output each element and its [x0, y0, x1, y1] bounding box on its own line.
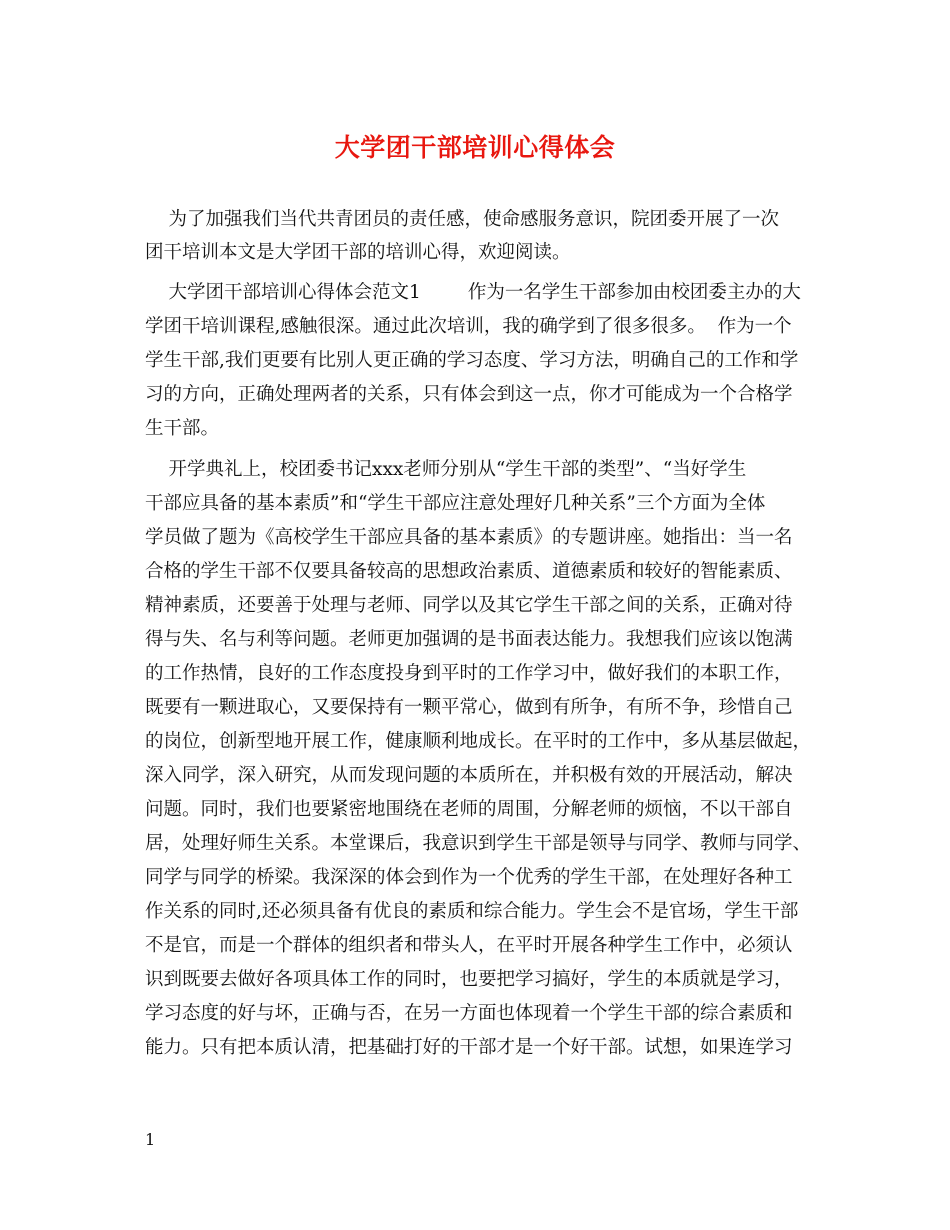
body-line: 学员做了题为《高校学生干部应具备的基本素质》的专题讲座。她指出：当一名 [145, 527, 793, 548]
body-line: 为了加强我们当代共青团员的责任感，使命感服务意识，院团委开展了一次 [145, 209, 780, 230]
body-line: 同学与同学的桥梁。我深深的体会到作为一个优秀的学生干部，在处理好各种工 [145, 867, 793, 888]
body-line: 合格的学生干部不仅要具备较高的思想政治素质、道德素质和较好的智能素质、 [145, 561, 793, 582]
body-line: 精神素质，还要善于处理与老师、同学以及其它学生干部之间的关系，正确对待 [145, 595, 793, 616]
body-line: 能力。只有把本质认清，把基础打好的干部才是一个好干部。试想，如果连学习 [145, 1037, 793, 1058]
body-line: 的工作热情，良好的工作态度投身到平时的工作学习中，做好我们的本职工作， [145, 663, 793, 684]
body-line: 学团干培训课程,感触很深。通过此次培训，我的确学到了很多很多。 作为一个 [145, 316, 792, 337]
body-line: 的岗位，创新型地开展工作，健康顺利地成长。在平时的工作中，多从基层做起， [145, 731, 812, 752]
body-line: 不是官，而是一个群体的组织者和带头人，在平时开展各种学生工作中，必须认 [145, 935, 793, 956]
body-line: 干部应具备的基本素质”和“学生干部应注意处理好几种关系”三个方面为全体 [145, 493, 766, 514]
body-line: 习的方向，正确处理两者的关系，只有体会到这一点，你才可能成为一个合格学 [145, 384, 793, 405]
document-title: 大学团干部培训心得体会 [334, 133, 616, 162]
page-number: 1 [145, 1130, 156, 1149]
body-line: 识到既要去做好各项具体工作的同时，也要把学习搞好，学生的本质就是学习， [145, 969, 793, 990]
body-line: 学习态度的好与坏，正确与否，在另一方面也体现着一个学生干部的综合素质和 [145, 1003, 793, 1024]
body-line: 学生干部,我们更要有比别人更正确的学习态度、学习方法，明确自己的工作和学 [145, 350, 799, 371]
body-line: 问题。同时，我们也要紧密地围绕在老师的周围，分解老师的烦恼，不以干部自 [145, 799, 793, 820]
body-line: 深入同学，深入研究，从而发现问题的本质所在，并积极有效的开展活动，解决 [145, 765, 793, 786]
body-line: 居，处理好师生关系。本堂课后，我意识到学生干部是领导与同学、教师与同学、 [145, 833, 812, 854]
body-line: 大学团干部培训心得体会范文1 作为一名学生干部参加由校团委主办的大 [145, 282, 801, 303]
body-line: 开学典礼上，校团委书记xxx老师分别从“学生干部的类型”、“当好学生 [145, 459, 747, 480]
body-line: 作关系的同时,还必须具备有优良的素质和综合能力。学生会不是官场，学生干部 [145, 901, 799, 922]
body-line: 生干部。 [145, 418, 220, 439]
body-line: 得与失、名与利等问题。老师更加强调的是书面表达能力。我想我们应该以饱满 [145, 629, 793, 650]
body-line: 既要有一颗进取心，又要保持有一颗平常心，做到有所争，有所不争，珍惜自己 [145, 697, 793, 718]
body-line: 团干培训本文是大学团干部的培训心得，欢迎阅读。 [145, 242, 571, 263]
